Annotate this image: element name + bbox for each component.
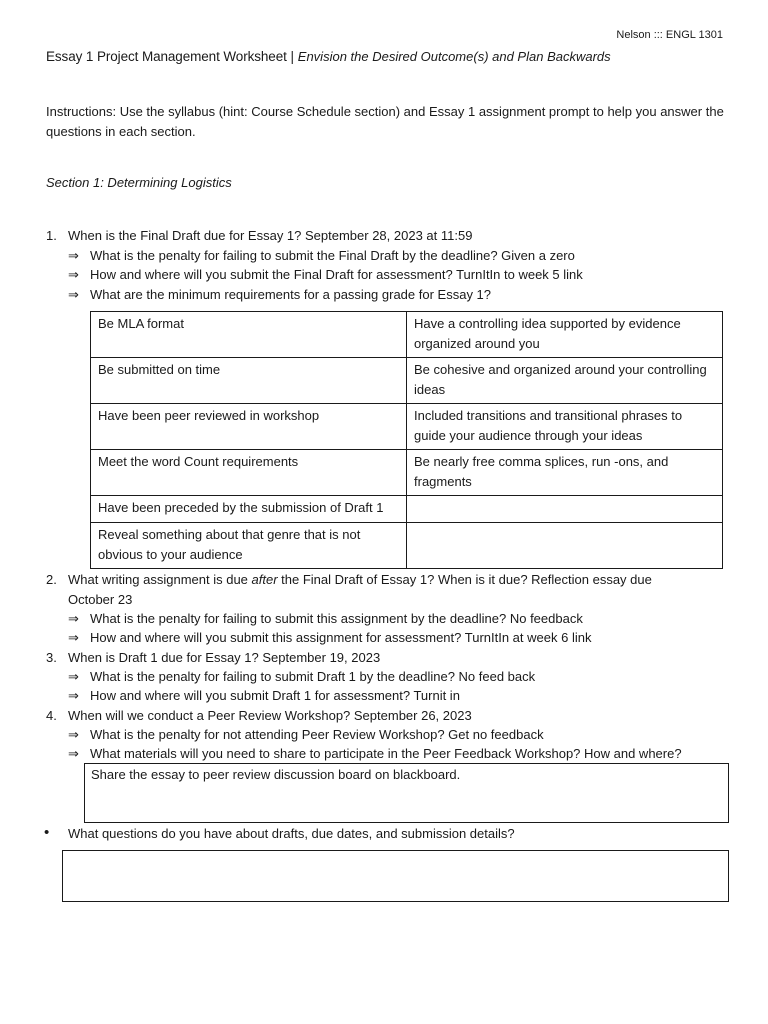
q2-text bbox=[68, 572, 652, 587]
table-cell: Meet the word Count requirements bbox=[91, 450, 407, 496]
q3-sub-2: How and where will you submit Draft 1 for assessment? Turnit in bbox=[90, 688, 460, 703]
arrow-icon: ⇒ bbox=[68, 669, 79, 684]
arrow-icon: ⇒ bbox=[68, 727, 79, 742]
instructions-text: Instructions: Use the syllabus (hint: Course Schedule section) and Essay 1 assignment prompt to help you answer the questions in each section. bbox=[46, 104, 724, 139]
q1-sub-3: What are the minimum requirements for a passing grade for Essay 1? bbox=[90, 287, 492, 302]
table-cell: Be nearly free comma splices, run -ons, and fragments bbox=[407, 450, 723, 496]
section-1-heading: Section 1: Determining Logistics bbox=[46, 175, 232, 190]
q2-text-italic: after bbox=[251, 572, 278, 587]
q4-answer-text: Share the essay to peer review discussion board on blackboard. bbox=[91, 767, 461, 782]
q4-number: 4. bbox=[46, 708, 57, 723]
author-course-header: Nelson ::: ENGL 1301 bbox=[616, 29, 723, 41]
arrow-icon: ⇒ bbox=[68, 248, 79, 263]
q4-answer-box[interactable] bbox=[84, 763, 729, 823]
table-cell: Be MLA format bbox=[91, 312, 407, 358]
table-cell: Reveal something about that genre that is not obvious to your audience bbox=[91, 523, 407, 569]
arrow-icon: ⇒ bbox=[68, 688, 79, 703]
table-cell: Have a controlling idea supported by evidence organized around you bbox=[407, 312, 723, 358]
table-cell: Be submitted on time bbox=[91, 358, 407, 404]
q2-number: 2. bbox=[46, 572, 57, 587]
table-row bbox=[91, 312, 723, 358]
title-separator: | bbox=[286, 49, 298, 64]
arrow-icon: ⇒ bbox=[68, 287, 79, 302]
q1-sub-2: How and where will you submit the Final Draft for assessment? TurnItIn to week 5 link bbox=[90, 267, 583, 282]
table-cell bbox=[407, 523, 723, 569]
bullet-question-text: What questions do you have about drafts, due dates, and submission details? bbox=[68, 826, 515, 841]
q3-text: When is Draft 1 due for Essay 1? September 19, 2023 bbox=[68, 650, 381, 665]
table-cell: Have been preceded by the submission of Draft 1 bbox=[91, 496, 407, 523]
q2-sub-1: What is the penalty for failing to submit this assignment by the deadline? No feedback bbox=[90, 611, 583, 626]
arrow-icon: ⇒ bbox=[68, 267, 79, 282]
q4-sub-1: What is the penalty for not attending Peer Review Workshop? Get no feedback bbox=[90, 727, 544, 742]
q1-number: 1. bbox=[46, 228, 57, 243]
arrow-icon: ⇒ bbox=[68, 630, 79, 645]
q2-text-line2: October 23 bbox=[68, 592, 133, 607]
arrow-icon: ⇒ bbox=[68, 746, 79, 761]
questions-answer-box[interactable] bbox=[62, 850, 729, 902]
q2-text-after: the Final Draft of Essay 1? When is it due? Reflection essay due bbox=[277, 572, 652, 587]
q2-sub-2: How and where will you submit this assignment for assessment? TurnItIn at week 6 link bbox=[90, 630, 592, 645]
q2-text-before: What writing assignment is due bbox=[68, 572, 252, 587]
table-cell: Be cohesive and organized around your controlling ideas bbox=[407, 358, 723, 404]
q4-text: When will we conduct a Peer Review Workshop? September 26, 2023 bbox=[68, 708, 472, 723]
table-cell: Have been peer reviewed in workshop bbox=[91, 404, 407, 450]
table-row bbox=[91, 523, 723, 569]
table-row bbox=[91, 404, 723, 450]
q3-sub-1: What is the penalty for failing to submit Draft 1 by the deadline? No feed back bbox=[90, 669, 536, 684]
requirements-table bbox=[90, 311, 723, 569]
q4-sub-2: What materials will you need to share to participate in the Peer Feedback Workshop? How and where? bbox=[90, 746, 682, 761]
q1-sub-1: What is the penalty for failing to submit the Final Draft by the deadline? Given a zero bbox=[90, 248, 575, 263]
table-cell: Included transitions and transitional phrases to guide your audience through your ideas bbox=[407, 404, 723, 450]
q1-text: When is the Final Draft due for Essay 1? September 28, 2023 at 11:59 bbox=[68, 228, 473, 243]
table-cell bbox=[407, 496, 723, 523]
table-row bbox=[91, 496, 723, 523]
title-subtitle: Envision the Desired Outcome(s) and Plan Backwards bbox=[297, 49, 611, 64]
page-title bbox=[46, 49, 611, 64]
bullet-icon: • bbox=[44, 824, 50, 841]
q3-number: 3. bbox=[46, 650, 57, 665]
table-row bbox=[91, 450, 723, 496]
title-main: Essay 1 Project Management Worksheet bbox=[46, 49, 287, 64]
table-row bbox=[91, 358, 723, 404]
arrow-icon: ⇒ bbox=[68, 611, 79, 626]
